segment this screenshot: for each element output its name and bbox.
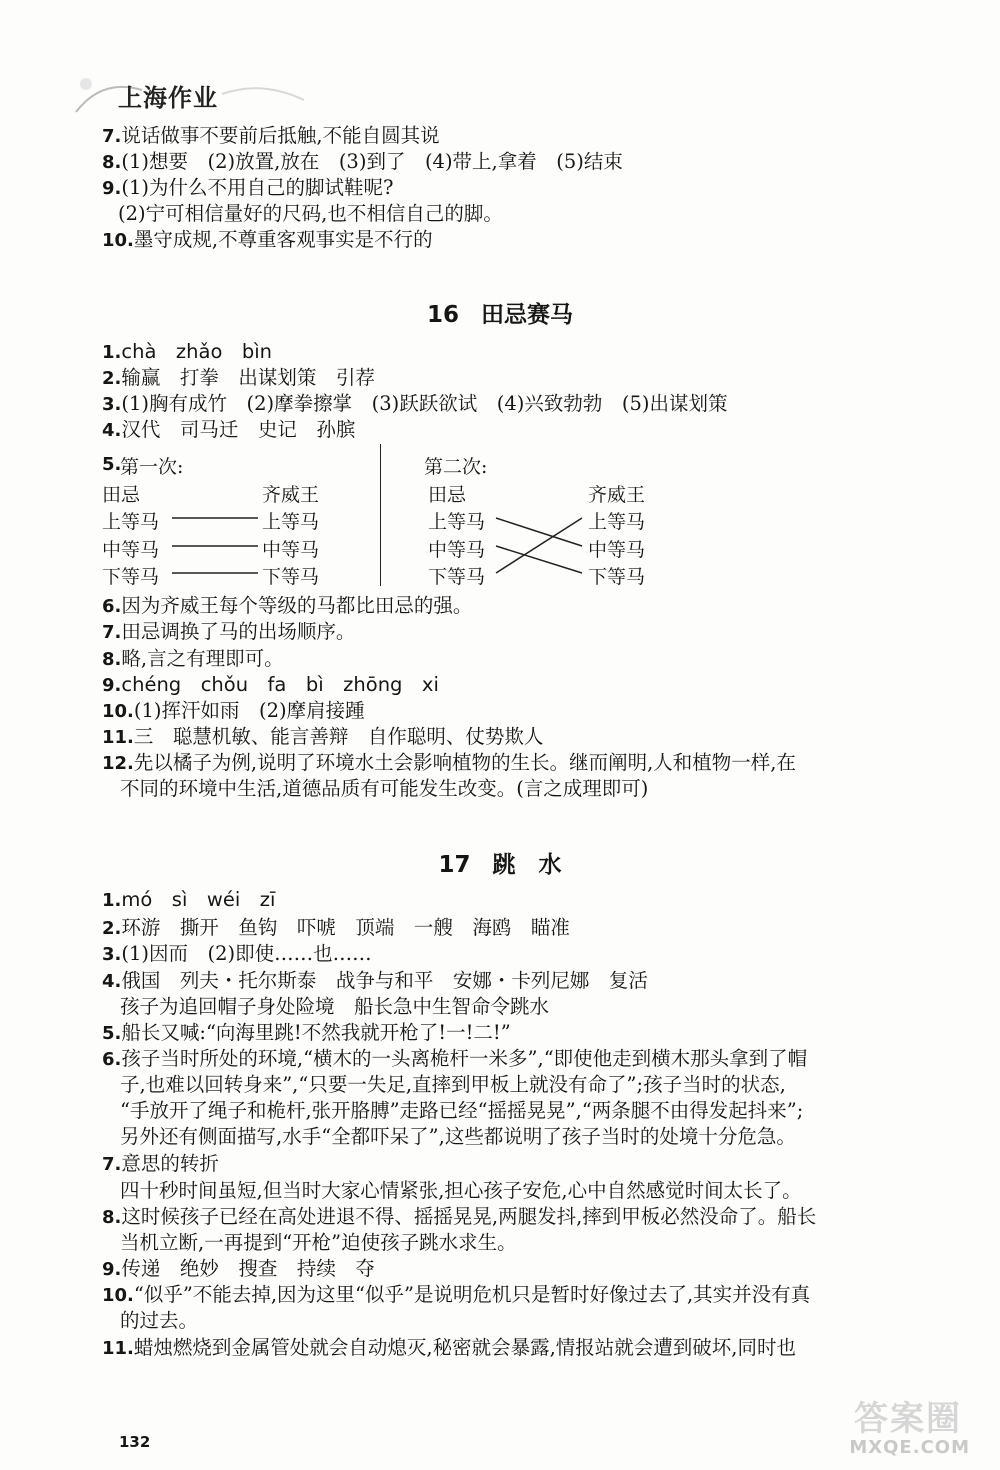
s16-q3: 3.(1)胸有成竹 (2)摩拳擦掌 (3)跃跃欲试 (4)兴致勃勃 (5)出谋划策: [102, 392, 728, 415]
match2-right-head: 齐威王: [588, 484, 646, 506]
match2-line-b: [496, 546, 582, 573]
s16-q1: 1.chà zhǎo bìn: [102, 340, 273, 363]
s17-q7: 7.意思的转折: [102, 1152, 219, 1175]
match-divider: [380, 444, 381, 586]
watermark-url: MXQE.COM: [849, 1437, 970, 1458]
s17-q8b: 当机立断,一再提到“开枪”迫使孩子跳水求生。: [120, 1231, 517, 1254]
match1-left-2: 中等马: [102, 539, 160, 561]
s17-q2: 2.环游 撕开 鱼钩 吓唬 顶端 一艘 海鸥 瞄准: [102, 916, 570, 939]
s16-q9: 9.chéng chǒu fa bì zhōng xi: [102, 673, 439, 696]
logo-text: 上海作业: [118, 84, 218, 112]
match2-left-3: 下等马: [428, 566, 486, 588]
s16-q5-number: 5.: [102, 454, 122, 475]
s16-q11: 11.三 聪慧机敏、能言善辩 自作聪明、仗势欺人: [102, 725, 544, 748]
match1-right-2: 中等马: [262, 539, 320, 561]
s15-line-10: 10.墨守成规,不尊重客观事实是不行的: [102, 228, 433, 251]
watermark: [830, 1390, 970, 1460]
match2-right-2: 中等马: [588, 539, 646, 561]
s16-q7: 7.田忌调换了马的出场顺序。: [102, 620, 356, 643]
s15-line-8: 8.(1)想要 (2)放置,放在 (3)到了 (4)带上,拿着 (5)结束: [102, 150, 623, 173]
s16-q4: 4.汉代 司马迁 史记 孙膑: [102, 418, 356, 441]
s17-q10b: 的过去。: [120, 1309, 199, 1332]
match1-left-head: 田忌: [102, 484, 141, 506]
match-second-label: 第二次:: [424, 456, 488, 478]
s17-q6b: 子,也难以回转身来”,“只要一失足,直摔到甲板上就没有命了”;孩子当时的状态,: [120, 1073, 786, 1096]
s17-q4b: 孩子为追回帽子身处险境 船长急中生智命令跳水: [120, 995, 550, 1018]
match2-right-1: 上等马: [588, 511, 646, 533]
match-lines: [0, 0, 1000, 600]
s17-q8: 8.这时候孩子已经在高处进退不得、摇摇晃晃,两腿发抖,摔到甲板必然没命了。船长: [102, 1205, 817, 1228]
s17-q10: 10.“似乎”不能去掉,因为这里“似乎”是说明危机只是暂时好像过去了,其实并没有真: [102, 1283, 811, 1306]
match2-left-head: 田忌: [428, 484, 467, 506]
s17-q6c: “手放开了绳子和桅杆,张开胳膊”走路已经“摇摇晃晃”,“两条腿不由得发起抖来”;: [120, 1099, 804, 1122]
s17-q11: 11.蜡烛燃烧到金属管处就会自动熄灭,秘密就会暴露,情报站就会遭到破坏,同时也: [102, 1336, 796, 1359]
match1-left-1: 上等马: [102, 511, 160, 533]
s16-q8: 8.略,言之有理即可。: [102, 647, 284, 670]
page-number: 132: [119, 1433, 151, 1451]
s17-q3: 3.(1)因而 (2)即使……也……: [102, 942, 372, 965]
s17-q4: 4.俄国 列夫・托尔斯泰 战争与和平 安娜・卡列尼娜 复活: [102, 969, 648, 992]
watermark-logo: 答案圈: [854, 1399, 962, 1439]
match2-left-1: 上等马: [428, 511, 486, 533]
match-first-label: 第一次:: [120, 456, 184, 478]
s16-q12b: 不同的环境中生活,道德品质有可能发生改变。(言之成理即可): [120, 777, 649, 800]
match2-left-2: 中等马: [428, 539, 486, 561]
s16-q2: 2.输赢 打拳 出谋划策 引荐: [102, 366, 375, 389]
s15-line-9b: (2)宁可相信量好的尺码,也不相信自己的脚。: [118, 202, 503, 225]
match1-left-3: 下等马: [102, 566, 160, 588]
section-17-heading: 17 跳 水: [438, 852, 562, 878]
s17-q7b: 四十秒时间虽短,但当时大家心情紧张,担心孩子安危,心中自然感觉时间太长了。: [120, 1179, 802, 1202]
s16-q12: 12.先以橘子为例,说明了环境水土会影响植物的生长。继而阐明,人和植物一样,在: [102, 751, 796, 774]
match2-line-c: [496, 518, 582, 573]
s17-q1: 1.mó sì wéi zī: [102, 888, 276, 911]
match2-line-a: [496, 518, 582, 546]
s17-q6: 6.孩子当时所处的环境,“横木的一头离桅杆一米多”,“即使他走到横木那头拿到了帽: [102, 1047, 808, 1070]
match2-right-3: 下等马: [588, 566, 646, 588]
match1-right-1: 上等马: [262, 511, 320, 533]
s17-q9: 9.传递 绝妙 搜查 持续 夺: [102, 1257, 375, 1280]
s15-line-9: 9.(1)为什么不用自己的脚试鞋呢?: [102, 176, 394, 199]
s16-q6: 6.因为齐威王每个等级的马都比田忌的强。: [102, 594, 473, 617]
match1-right-head: 齐威王: [262, 484, 320, 506]
s16-q10: 10.(1)挥汗如雨 (2)摩肩接踵: [102, 699, 365, 722]
match1-right-3: 下等马: [262, 566, 320, 588]
s15-line-7: 7.说话做事不要前后抵触,不能自圆其说: [102, 124, 440, 147]
section-16-heading: 16 田忌赛马: [426, 302, 573, 328]
s17-q6d: 另外还有侧面描写,水手“全都吓呆了”,这些都说明了孩子当时的处境十分危急。: [120, 1125, 796, 1148]
s17-q5: 5.船长又喊:“向海里跳!不然我就开枪了!一!二!”: [102, 1021, 511, 1044]
